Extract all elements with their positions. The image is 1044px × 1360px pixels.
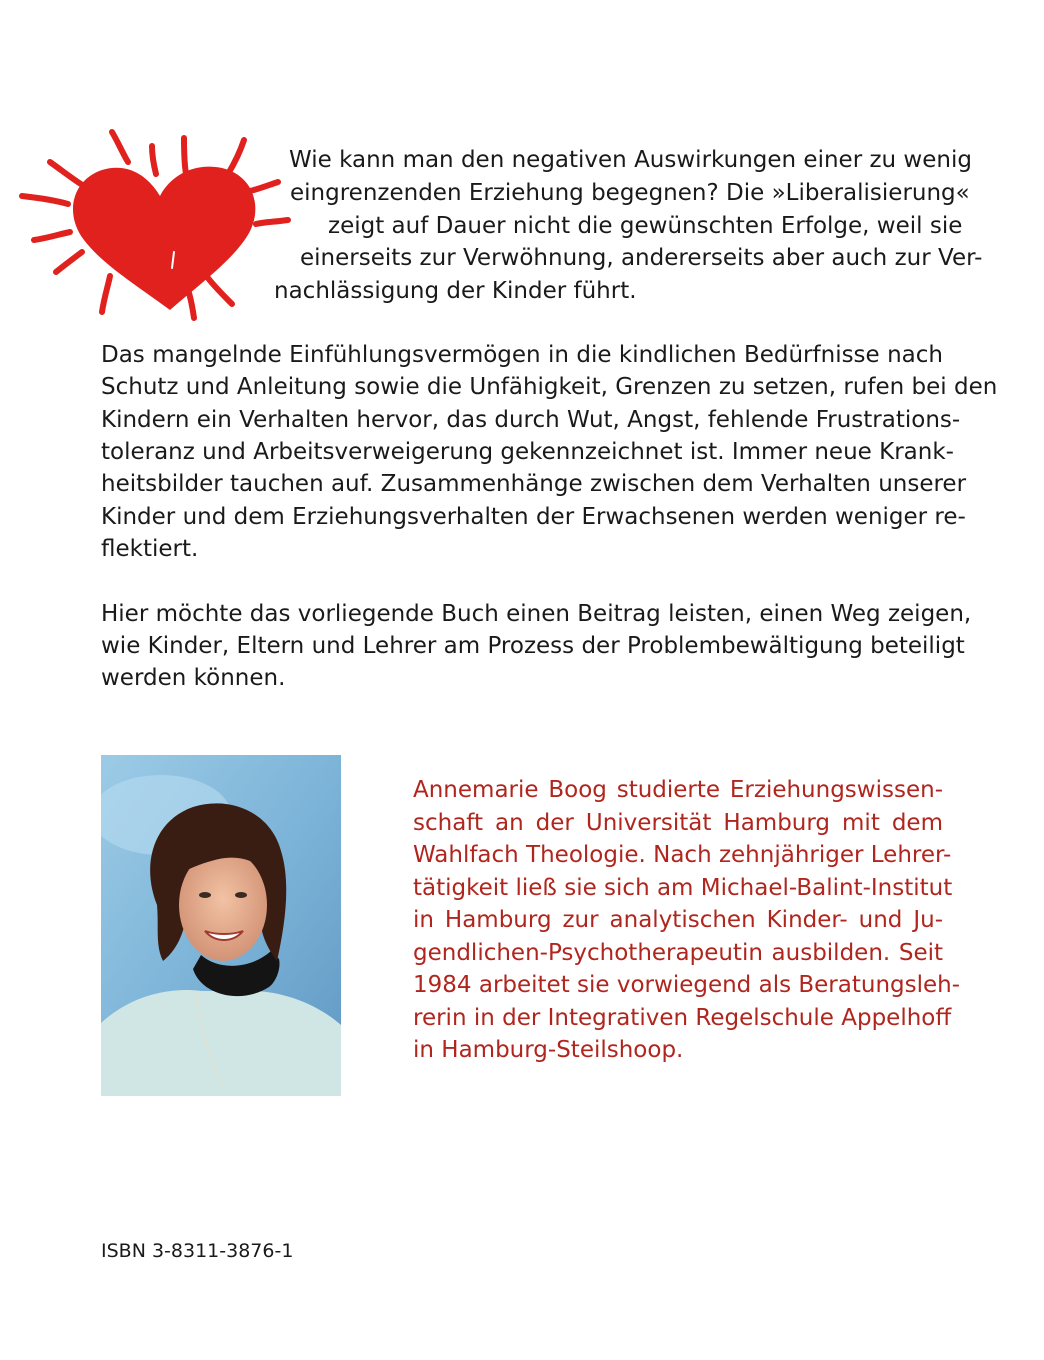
- bio-line: rerin in der Integrativen Regelschule Appelhoff: [413, 1005, 952, 1031]
- paragraph-line: Hier möchte das vorliegende Buch einen Beitrag leisten, einen Weg zeigen,: [101, 601, 972, 627]
- paragraph-line: Das mangelnde Einfühlungsvermögen in die kindlichen Bedürfnisse nach: [101, 342, 943, 368]
- paragraph-line: toleranz und Arbeitsverweigerung gekennzeichnet ist. Immer neue Krank-: [101, 439, 954, 465]
- heart-logo: [18, 128, 300, 328]
- intro-line: Wie kann man den negativen Auswirkungen einer zu wenig: [289, 147, 972, 173]
- paragraph-line: Kindern ein Verhalten hervor, das durch Wut, Angst, fehlende Frustrations-: [101, 407, 961, 433]
- paragraph-line: Schutz und Anleitung sowie die Unfähigkeit, Grenzen zu setzen, rufen bei den: [101, 374, 998, 400]
- bio-line: Annemarie Boog studierte Erziehungswissen-: [413, 777, 943, 803]
- intro-line: nachlässigung der Kinder führt.: [274, 278, 637, 304]
- bio-line: tätigkeit ließ sie sich am Michael-Balint-Institut: [413, 875, 953, 901]
- intro-line: zeigt auf Dauer nicht die gewünschten Erfolge, weil sie: [328, 213, 963, 239]
- paragraph-line: heitsbilder tauchen auf. Zusammenhänge zwischen dem Verhalten unserer: [101, 471, 967, 497]
- paragraph-line: wie Kinder, Eltern und Lehrer am Prozess der Problembewältigung beteiligt: [101, 633, 965, 659]
- bio-line: gendlichen-Psychotherapeutin ausbilden. Seit: [413, 940, 943, 966]
- bio-line: 1984 arbeitet sie vorwiegend als Beratungsleh-: [413, 972, 961, 998]
- bio-line: in Hamburg zur analytischen Kinder- und Ju-: [413, 907, 943, 933]
- isbn-number: ISBN 3-8311-3876-1: [101, 1240, 294, 1262]
- heart-shape: [73, 167, 255, 310]
- bio-line: schaft an der Universität Hamburg mit dem: [413, 810, 943, 836]
- bio-line: in Hamburg-Steilshoop.: [413, 1037, 684, 1063]
- paragraph-line: Kinder und dem Erziehungsverhalten der Erwachsenen werden weniger re-: [101, 504, 966, 530]
- portrait-image: [101, 755, 341, 1096]
- paragraph-line: flektiert.: [101, 536, 199, 562]
- intro-line: einerseits zur Verwöhnung, andererseits aber auch zur Ver-: [300, 245, 983, 271]
- paragraph-line: werden können.: [101, 665, 286, 691]
- intro-line: eingrenzenden Erziehung begegnen? Die »Liberalisierung«: [290, 180, 970, 206]
- bio-line: Wahlfach Theologie. Nach zehnjähriger Lehrer-: [413, 842, 952, 868]
- author-portrait: [101, 755, 341, 1096]
